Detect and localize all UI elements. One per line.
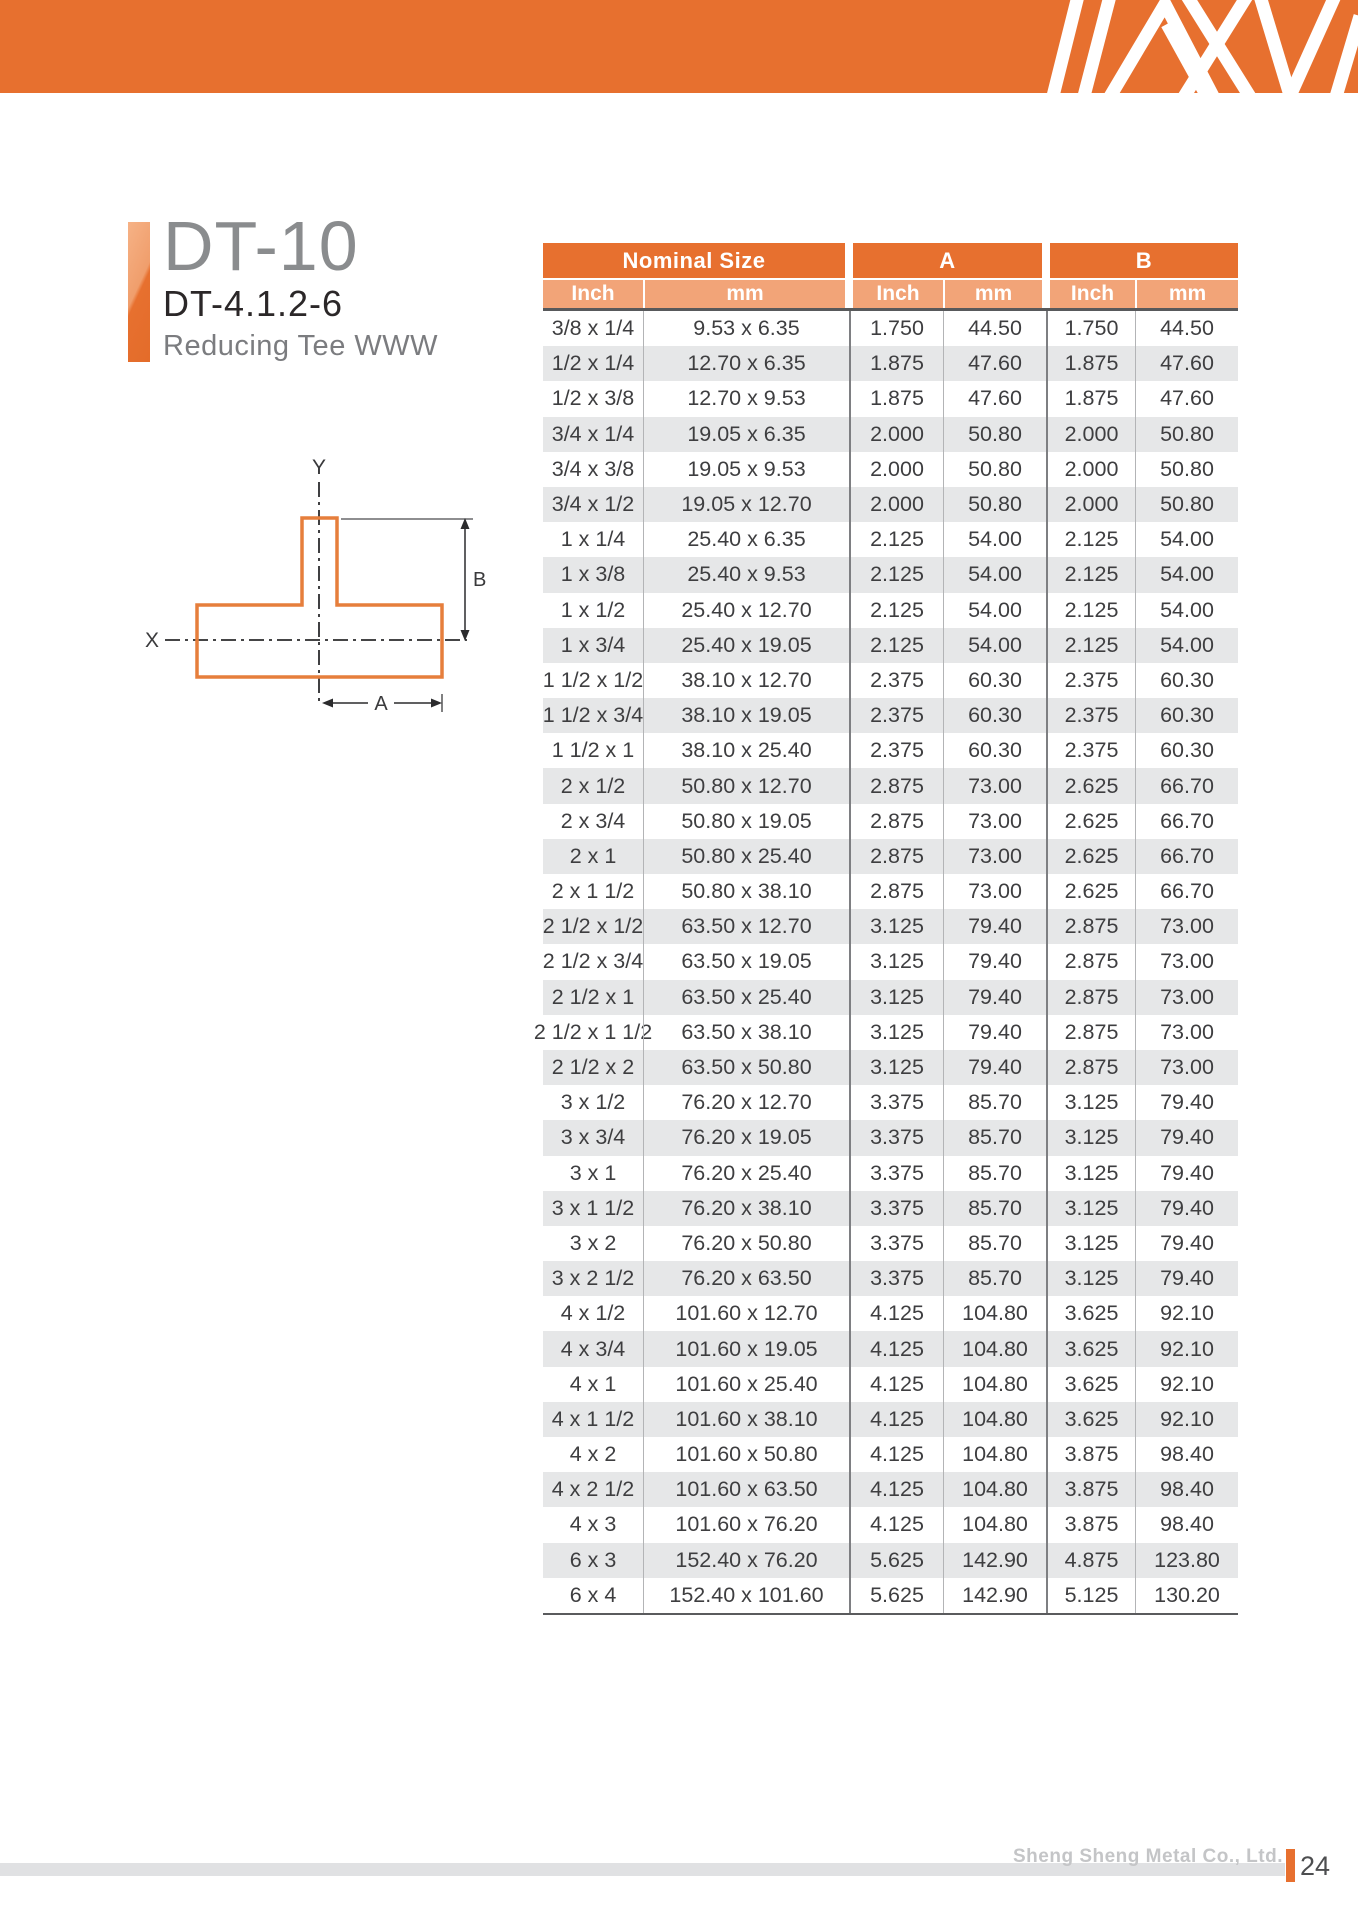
table-cell: 2 x 1 [569,843,617,868]
table-cell: 104.80 [943,1437,1046,1472]
table-cell: 2.875 [849,839,943,874]
table-cell: 104.80 [943,1367,1046,1402]
table-cell: 2 x 3/4 [560,808,626,833]
table-cell: 2.875 [849,768,943,803]
top-band [0,0,1358,93]
table-cell: 38.10 x 19.05 [643,698,849,733]
table-cell: 1 x 3/4 [560,632,626,657]
table-cell: 12.70 x 6.35 [643,346,849,381]
table-row [543,1296,1238,1331]
table-cell: 104.80 [943,1331,1046,1366]
table-cell: 98.40 [1135,1507,1238,1542]
b-arrow-up [461,518,470,529]
table-cell: 2.000 [849,417,943,452]
table-cell: 4.125 [849,1437,943,1472]
table-cell: 152.40 x 101.60 [643,1578,849,1613]
table-row [543,1472,1238,1507]
table-cell: 2.625 [1046,839,1135,874]
table-cell: 25.40 x 12.70 [643,593,849,628]
table-cell: 98.40 [1135,1472,1238,1507]
spec-table [533,243,1238,1615]
table-cell: 1.875 [1046,381,1135,416]
col-header-b-inch: Inch [1050,280,1135,308]
table-cell: 3.375 [849,1085,943,1120]
table-cell: 9.53 x 6.35 [643,311,849,346]
table-cell: 1/2 x 1/4 [551,351,635,376]
table-cell: 3 x 1 [569,1160,617,1185]
table-cell: 79.40 [1135,1120,1238,1155]
col-header-nominal-mm: mm [645,280,845,308]
table-cell: 1.750 [849,311,943,346]
table-cell: 2.375 [1046,663,1135,698]
table-cell: 2.625 [1046,804,1135,839]
table-row [543,944,1238,979]
table-cell: 76.20 x 19.05 [643,1120,849,1155]
table-cell: 101.60 x 76.20 [643,1507,849,1542]
table-cell: 4 x 1 [569,1371,617,1396]
table-cell: 25.40 x 19.05 [643,628,849,663]
table-bottom-rule [543,1613,1238,1616]
table-cell: 85.70 [943,1120,1046,1155]
table-cell: 2.125 [1046,522,1135,557]
table-cell: 60.30 [1135,733,1238,768]
table-cell: 4.125 [849,1472,943,1507]
table-cell: 104.80 [943,1402,1046,1437]
table-cell: 4 x 3 [569,1512,617,1537]
table-cell: 2.875 [1046,980,1135,1015]
table-cell: 4.125 [849,1402,943,1437]
table-row [543,1226,1238,1261]
table-cell: 63.50 x 19.05 [643,944,849,979]
table-row [543,1402,1238,1437]
table-cell: 3.125 [1046,1085,1135,1120]
table-cell: 2.375 [1046,733,1135,768]
table-cell: 4 x 2 1/2 [551,1477,635,1502]
table-header-groups [543,243,1238,278]
table-cell: 3.375 [849,1191,943,1226]
table-cell: 4.125 [849,1367,943,1402]
table-cell: 2.375 [849,698,943,733]
table-row [543,346,1238,381]
table-cell: 3.125 [849,944,943,979]
table-cell: 47.60 [1135,346,1238,381]
table-cell: 104.80 [943,1472,1046,1507]
table-cell: 3/4 x 3/8 [551,456,635,481]
table-cell: 2.125 [1046,557,1135,592]
col-group-b: B [1050,243,1238,278]
table-cell: 2.000 [1046,487,1135,522]
table-cell: 79.40 [1135,1226,1238,1261]
table-cell: 3.625 [1046,1367,1135,1402]
col-header-a-inch: Inch [853,280,943,308]
table-cell: 2.875 [1046,944,1135,979]
table-cell: 54.00 [943,557,1046,592]
table-cell: 104.80 [943,1507,1046,1542]
table-cell: 1/2 x 3/8 [551,386,635,411]
table-cell: 2 1/2 x 1 [551,984,635,1009]
col-group-nominal-size: Nominal Size [543,243,845,278]
table-cell: 44.50 [943,311,1046,346]
page-number: 24 [1300,1851,1331,1881]
table-cell: 5.125 [1046,1578,1135,1613]
table-cell: 25.40 x 6.35 [643,522,849,557]
table-cell: 123.80 [1135,1543,1238,1578]
table-cell: 79.40 [943,1050,1046,1085]
table-cell: 66.70 [1135,839,1238,874]
tee-diagram [125,452,495,724]
table-row [543,417,1238,452]
table-cell: 79.40 [943,980,1046,1015]
table-cell: 73.00 [943,804,1046,839]
table-cell: 101.60 x 12.70 [643,1296,849,1331]
table-cell: 2.125 [849,593,943,628]
table-row [543,381,1238,416]
table-row [543,1085,1238,1120]
table-cell: 101.60 x 63.50 [643,1472,849,1507]
table-cell: 50.80 [943,487,1046,522]
table-cell: 73.00 [1135,1050,1238,1085]
table-cell: 60.30 [943,698,1046,733]
table-cell: 3/4 x 1/2 [551,492,635,517]
table-cell: 79.40 [1135,1191,1238,1226]
table-cell: 73.00 [1135,980,1238,1015]
table-cell: 101.60 x 19.05 [643,1331,849,1366]
table-cell: 54.00 [943,522,1046,557]
table-cell: 92.10 [1135,1331,1238,1366]
table-cell: 3.125 [849,980,943,1015]
table-cell: 2.125 [849,557,943,592]
table-cell: 76.20 x 38.10 [643,1191,849,1226]
table-cell: 38.10 x 25.40 [643,733,849,768]
table-cell: 50.80 x 25.40 [643,839,849,874]
table-cell: 3.125 [1046,1156,1135,1191]
table-row [543,1507,1238,1542]
table-cell: 3/8 x 1/4 [551,316,635,341]
table-row [543,628,1238,663]
b-arrow-down [461,630,470,641]
col-header-b-mm: mm [1137,280,1238,308]
table-cell: 50.80 [943,452,1046,487]
a-arrow-left [322,699,333,708]
table-cell: 2.375 [849,663,943,698]
table-cell: 1.750 [1046,311,1135,346]
table-row [543,1331,1238,1366]
table-cell: 60.30 [943,733,1046,768]
table-cell: 6 x 3 [569,1547,617,1572]
table-cell: 2.000 [849,487,943,522]
table-cell: 2.125 [1046,628,1135,663]
table-cell: 4 x 3/4 [560,1336,626,1361]
table-cell: 1 1/2 x 1 [551,738,635,763]
table-cell: 79.40 [943,909,1046,944]
table-cell: 4.875 [1046,1543,1135,1578]
table-cell: 4.125 [849,1507,943,1542]
col-group-a: A [853,243,1042,278]
table-cell: 2.875 [849,874,943,909]
table-cell: 60.30 [943,663,1046,698]
table-cell: 2 1/2 x 1 1/2 [533,1019,653,1044]
table-cell: 50.80 x 19.05 [643,804,849,839]
table-row [543,452,1238,487]
table-cell: 142.90 [943,1543,1046,1578]
table-cell: 54.00 [943,593,1046,628]
table-cell: 2.125 [849,628,943,663]
table-row [543,839,1238,874]
table-cell: 73.00 [943,874,1046,909]
table-cell: 63.50 x 50.80 [643,1050,849,1085]
table-cell: 54.00 [943,628,1046,663]
table-row [543,1261,1238,1296]
table-cell: 66.70 [1135,874,1238,909]
table-cell: 50.80 [1135,487,1238,522]
table-cell: 104.80 [943,1296,1046,1331]
table-row [543,593,1238,628]
table-cell: 76.20 x 25.40 [643,1156,849,1191]
product-code: DT-10 [163,207,359,285]
table-row [543,1156,1238,1191]
table-cell: 4.125 [849,1331,943,1366]
table-cell: 1.875 [849,381,943,416]
table-cell: 73.00 [1135,944,1238,979]
table-cell: 85.70 [943,1085,1046,1120]
table-cell: 2.000 [1046,417,1135,452]
table-cell: 54.00 [1135,522,1238,557]
table-row [543,874,1238,909]
table-cell: 25.40 x 9.53 [643,557,849,592]
table-cell: 3.875 [1046,1472,1135,1507]
table-cell: 73.00 [943,768,1046,803]
col-header-nominal-inch: Inch [543,280,643,308]
table-cell: 92.10 [1135,1367,1238,1402]
table-cell: 2.875 [1046,1050,1135,1085]
table-body [533,311,1238,1613]
table-cell: 1 1/2 x 3/4 [542,703,644,728]
table-cell: 4 x 2 [569,1442,617,1467]
table-cell: 76.20 x 12.70 [643,1085,849,1120]
table-cell: 3.125 [849,1050,943,1085]
brand-chevron-logo-icon [1038,0,1358,93]
table-cell: 2.625 [1046,874,1135,909]
table-row [543,804,1238,839]
table-cell: 85.70 [943,1156,1046,1191]
table-cell: 76.20 x 50.80 [643,1226,849,1261]
a-arrow-right [431,699,442,708]
table-cell: 3.875 [1046,1437,1135,1472]
table-cell: 3.625 [1046,1402,1135,1437]
table-row [543,1437,1238,1472]
table-cell: 50.80 [1135,417,1238,452]
table-cell: 19.05 x 6.35 [643,417,849,452]
table-cell: 101.60 x 50.80 [643,1437,849,1472]
table-row [543,1578,1238,1613]
table-cell: 50.80 [1135,452,1238,487]
table-cell: 2 x 1/2 [560,773,626,798]
table-row [543,522,1238,557]
table-row [543,311,1238,346]
table-cell: 2 1/2 x 2 [551,1055,635,1080]
table-cell: 73.00 [1135,909,1238,944]
table-row [543,1050,1238,1085]
table-cell: 54.00 [1135,593,1238,628]
table-cell: 101.60 x 38.10 [643,1402,849,1437]
table-cell: 47.60 [1135,381,1238,416]
table-row [543,663,1238,698]
table-cell: 92.10 [1135,1296,1238,1331]
y-axis-label: Y [311,456,327,479]
table-cell: 38.10 x 12.70 [643,663,849,698]
product-model: DT-4.1.2-6 [163,283,344,324]
table-cell: 3.625 [1046,1331,1135,1366]
table-cell: 50.80 x 12.70 [643,768,849,803]
table-cell: 3.125 [849,1015,943,1050]
table-cell: 3.375 [849,1120,943,1155]
title-accent-bar [128,222,150,362]
table-cell: 1 x 1/4 [560,527,626,552]
table-cell: 3.125 [1046,1261,1135,1296]
table-cell: 12.70 x 9.53 [643,381,849,416]
table-cell: 2.375 [849,733,943,768]
table-row [543,909,1238,944]
table-cell: 4 x 1 1/2 [551,1406,635,1431]
table-cell: 66.70 [1135,768,1238,803]
table-cell: 5.625 [849,1578,943,1613]
table-row [543,1191,1238,1226]
table-cell: 50.80 x 38.10 [643,874,849,909]
table-cell: 5.625 [849,1543,943,1578]
table-cell: 66.70 [1135,804,1238,839]
table-cell: 101.60 x 25.40 [643,1367,849,1402]
table-cell: 3.375 [849,1226,943,1261]
table-cell: 54.00 [1135,557,1238,592]
table-cell: 60.30 [1135,698,1238,733]
table-cell: 98.40 [1135,1437,1238,1472]
table-cell: 152.40 x 76.20 [643,1543,849,1578]
a-dimension-label: A [374,693,388,715]
table-cell: 2.125 [1046,593,1135,628]
table-cell: 47.60 [943,346,1046,381]
table-cell: 2.125 [849,522,943,557]
table-row [543,1120,1238,1155]
table-cell: 2 1/2 x 1/2 [542,914,644,939]
table-cell: 3.125 [849,909,943,944]
table-cell: 63.50 x 25.40 [643,980,849,1015]
table-cell: 79.40 [1135,1156,1238,1191]
table-cell: 85.70 [943,1191,1046,1226]
table-cell: 3.125 [1046,1226,1135,1261]
table-header-units [543,280,1238,308]
table-cell: 3 x 1 1/2 [551,1195,635,1220]
table-row [533,1015,1238,1050]
table-cell: 3.625 [1046,1296,1135,1331]
table-cell: 3.125 [1046,1120,1135,1155]
table-cell: 79.40 [1135,1261,1238,1296]
table-cell: 3.875 [1046,1507,1135,1542]
table-cell: 142.90 [943,1578,1046,1613]
table-cell: 6 x 4 [569,1582,617,1607]
table-cell: 47.60 [943,381,1046,416]
table-row [543,487,1238,522]
table-row [543,768,1238,803]
table-cell: 2.875 [1046,1015,1135,1050]
table-cell: 50.80 [943,417,1046,452]
table-cell: 73.00 [943,839,1046,874]
table-cell: 1 x 1/2 [560,597,626,622]
table-cell: 3 x 3/4 [560,1125,626,1150]
table-cell: 2.625 [1046,768,1135,803]
col-header-a-mm: mm [945,280,1042,308]
table-cell: 79.40 [943,944,1046,979]
table-row [543,557,1238,592]
table-cell: 1 1/2 x 1/2 [542,667,644,692]
table-cell: 60.30 [1135,663,1238,698]
table-cell: 2.375 [1046,698,1135,733]
table-cell: 4.125 [849,1296,943,1331]
table-cell: 79.40 [943,1015,1046,1050]
table-cell: 3/4 x 1/4 [551,421,635,446]
table-cell: 2.875 [849,804,943,839]
table-cell: 3.125 [1046,1191,1135,1226]
product-description: Reducing Tee WWW [163,330,438,362]
table-cell: 1.875 [849,346,943,381]
table-cell: 3 x 1/2 [560,1090,626,1115]
table-cell: 63.50 x 38.10 [643,1015,849,1050]
table-cell: 130.20 [1135,1578,1238,1613]
table-cell: 79.40 [1135,1085,1238,1120]
table-cell: 2.000 [1046,452,1135,487]
x-axis-label: X [144,629,160,652]
table-cell: 3 x 2 1/2 [551,1266,635,1291]
table-cell: 92.10 [1135,1402,1238,1437]
table-cell: 19.05 x 12.70 [643,487,849,522]
b-dimension-label: B [473,569,487,591]
table-cell: 3.375 [849,1261,943,1296]
table-cell: 2.000 [849,452,943,487]
table-row [543,1367,1238,1402]
table-cell: 2.875 [1046,909,1135,944]
table-cell: 1.875 [1046,346,1135,381]
table-cell: 2 1/2 x 3/4 [542,949,644,974]
footer-accent-tick [1286,1849,1295,1882]
table-cell: 54.00 [1135,628,1238,663]
table-cell: 3.375 [849,1156,943,1191]
table-cell: 4 x 1/2 [560,1301,626,1326]
table-cell: 85.70 [943,1226,1046,1261]
table-cell: 63.50 x 12.70 [643,909,849,944]
table-row [543,698,1238,733]
footer-company-name: Sheng Sheng Metal Co., Ltd. [1013,1846,1283,1867]
table-cell: 76.20 x 63.50 [643,1261,849,1296]
table-cell: 44.50 [1135,311,1238,346]
table-row [543,980,1238,1015]
table-row [543,1543,1238,1578]
table-cell: 73.00 [1135,1015,1238,1050]
table-cell: 1 x 3/8 [560,562,626,587]
table-cell: 2 x 1 1/2 [551,879,635,904]
table-cell: 85.70 [943,1261,1046,1296]
table-row [543,733,1238,768]
table-cell: 3 x 2 [569,1230,617,1255]
table-cell: 19.05 x 9.53 [643,452,849,487]
